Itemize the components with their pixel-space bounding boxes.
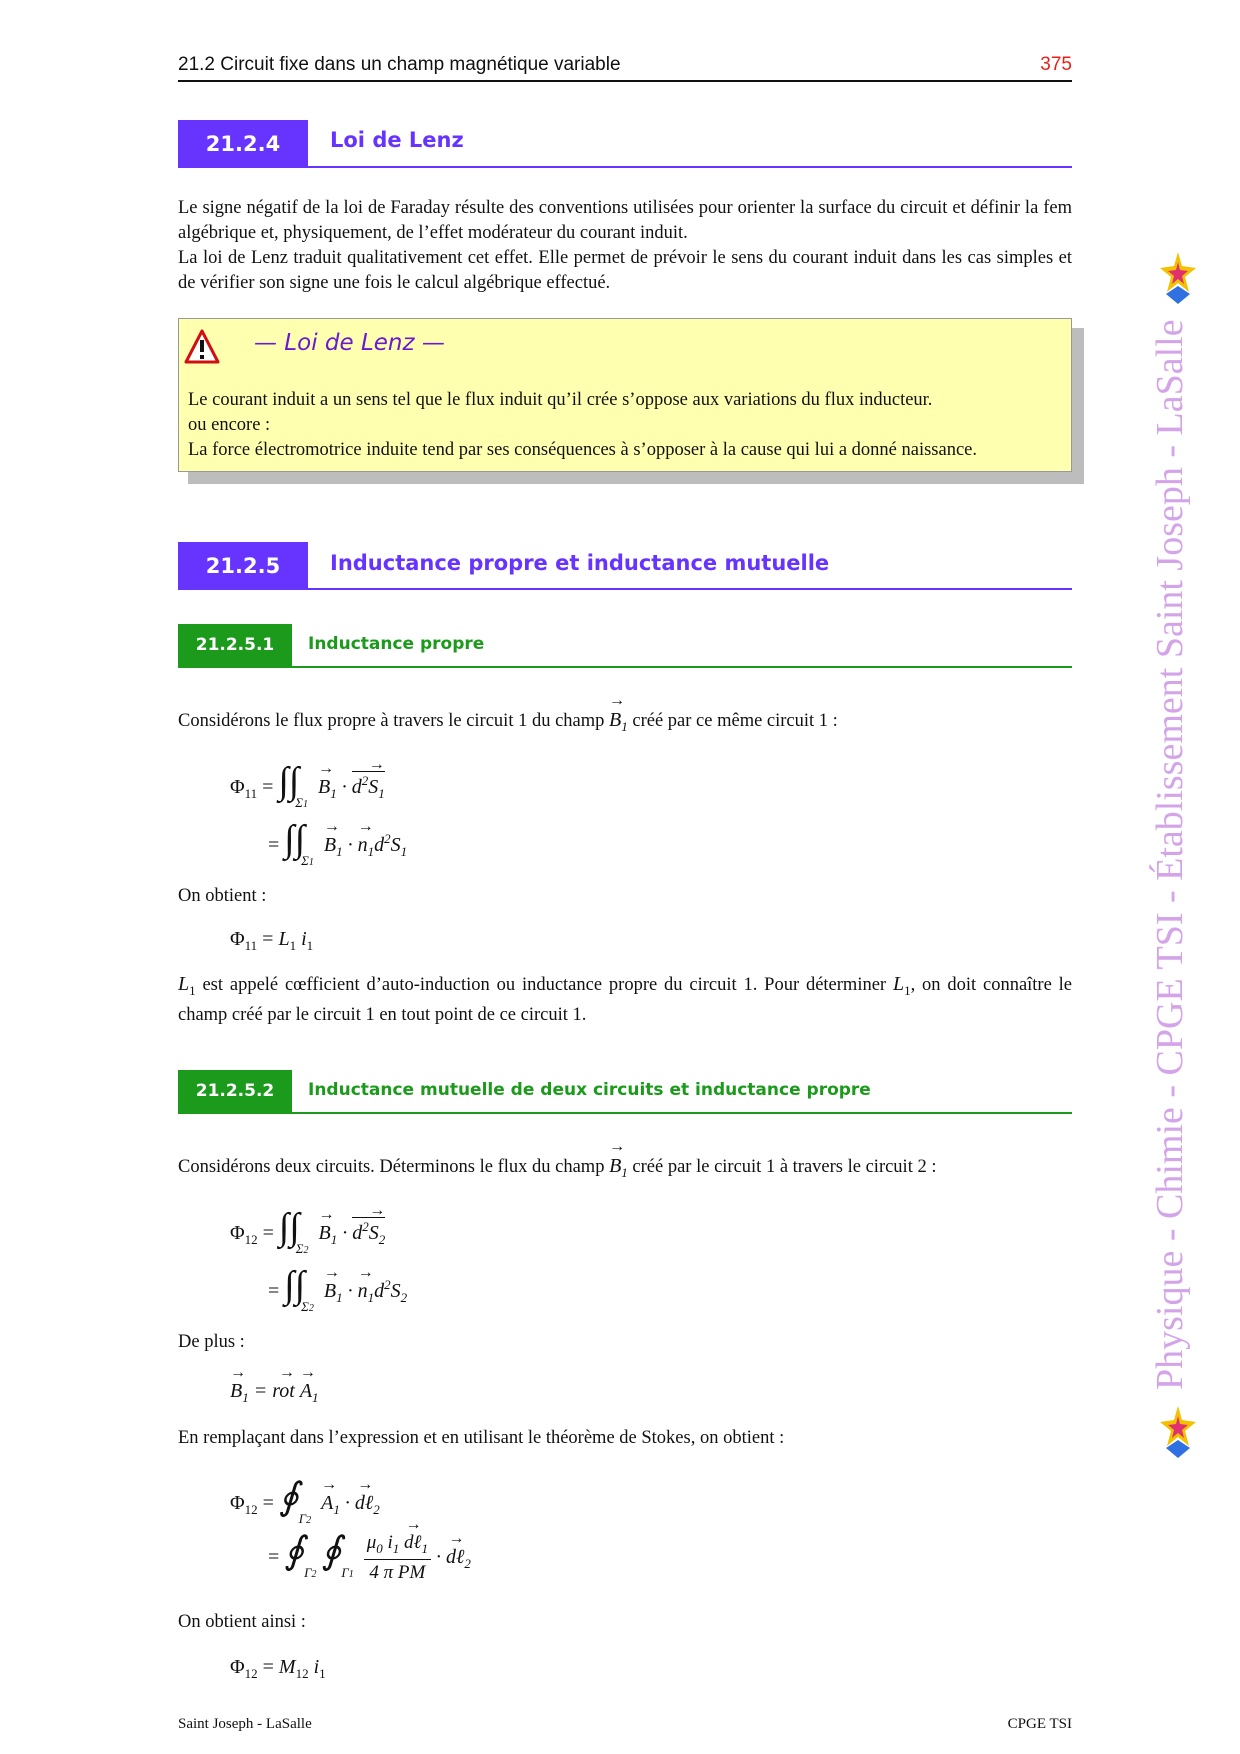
paragraph: En remplaçant dans l’expression et en utilisant le théorème de Stokes, on obtient : [178, 1428, 785, 1448]
lenz-line-1: Le courant induit a un sens tel que le flux induit qu’il crée s’oppose aux variations du flux inducteur. [188, 390, 933, 410]
page-number: 375 [1040, 54, 1072, 75]
equation-phi11-line2: = $\int\int_{\Sigma 1} \to B_1$ · → $n_1d^2S_1$ [268, 820, 407, 860]
header-rule [178, 80, 1072, 82]
section-title: Loi de Lenz [330, 128, 464, 152]
subsection-number: 21.2.5.2 [178, 1070, 292, 1112]
paragraph: Considérons deux circuits. Déterminons le flux du champ → $B_1$ créé par le circuit 1 à travers le circuit 2 : [178, 1154, 1072, 1185]
school-logo-icon [1158, 250, 1198, 306]
equation-stokes-line2: = $∮_{\Gamma 2}$ $∮_{\Gamma 1}$ $\frac{\mu_0 i_1 \to d\ell_1}{\text{4 π PM}}$ · → dℓ$_2$ [268, 1532, 471, 1584]
section-rule [178, 166, 1072, 168]
intro-line-1: Le signe négatif de la loi de Faraday résulte des conventions utilisées pour orienter la surface du circuit et définir la fem algébrique et, physiquement, de l’effet modérateur du courant induit. [178, 198, 1072, 243]
math-inline: → $B_1$ [609, 709, 628, 731]
equation-phi12-M12: $\Phi_{12} = M_{12}$ $i_1$ [230, 1656, 326, 1681]
intro-paragraph [178, 196, 1072, 296]
section-rule [178, 588, 1072, 590]
paragraph: Considérons le flux propre à travers le circuit 1 du champ → $B_1$ créé par ce même circuit 1 : [178, 708, 1072, 739]
subsection-number: 21.2.5.1 [178, 624, 292, 666]
equation-phi12-line1: $\Phi_{12} = \int\int_{\Sigma 2} \to B_1$ · → $d^2S_2$ [230, 1208, 385, 1248]
subsection-rule [178, 1112, 1072, 1114]
lenz-line-2: ou encore : [188, 415, 271, 435]
equation-phi12-line2: = $\int\int_{\Sigma 2} \to B_1$ · → $n_1d^2S_2$ [268, 1266, 407, 1306]
warning-icon [184, 328, 220, 366]
running-header-title: 21.2 Circuit fixe dans un champ magnétique variable [178, 54, 621, 75]
lenz-box-heading: — Loi de Lenz — [254, 330, 445, 356]
intro-line-2: La loi de Lenz traduit qualitativement cet effet. Elle permet de prévoir le sens du courant induit dans les cas simples et de vérifier son signe une fois le calcul algébrique effectué. [178, 248, 1072, 293]
school-logo-icon [1158, 1404, 1198, 1460]
lenz-box-text [188, 388, 1068, 463]
subsection-rule [178, 666, 1072, 668]
paragraph: $L_1$ est appelé cœfficient d’auto-induction ou inductance propre du circuit 1. Pour déterminer $L_1$, on doit connaître le champ créé par le circuit 1 en tout point de ce circuit 1. [178, 973, 1072, 1025]
lenz-line-3: La force électromotrice induite tend par ses conséquences à s’opposer à la cause qui lui a donné naissance. [188, 440, 978, 460]
side-banner: Physique - Chimie - CPGE TSI - Établissement Saint Joseph - LaSalle [1149, 319, 1191, 1390]
paragraph: On obtient : [178, 886, 267, 906]
footer-left: Saint Joseph - LaSalle [178, 1716, 312, 1732]
equation-rot: → $B_1$ = → rot → $A_1$ [230, 1380, 319, 1406]
equation-stokes-line1: $\Phi_{12}$ = $∮_{\Gamma 2} \to A_1$ · → dℓ$_2$ [230, 1478, 380, 1518]
equation-phi11-line1: $\Phi_{11} = \int\int_{\Sigma 1} \to B_1$ · → $d^2S_1$ [230, 762, 385, 802]
section-title: Inductance propre et inductance mutuelle [330, 551, 830, 575]
section-number: 21.2.4 [178, 120, 308, 168]
equation-phi11-L1: $\Phi_{11} = L_1$ $i_1$ [230, 928, 314, 953]
section-number: 21.2.5 [178, 542, 308, 590]
paragraph: De plus : [178, 1332, 245, 1352]
paragraph: On obtient ainsi : [178, 1612, 306, 1632]
subsection-title: Inductance propre [308, 634, 485, 654]
subsection-title: Inductance mutuelle de deux circuits et inductance propre [308, 1080, 871, 1100]
footer-right: CPGE TSI [1007, 1716, 1072, 1732]
